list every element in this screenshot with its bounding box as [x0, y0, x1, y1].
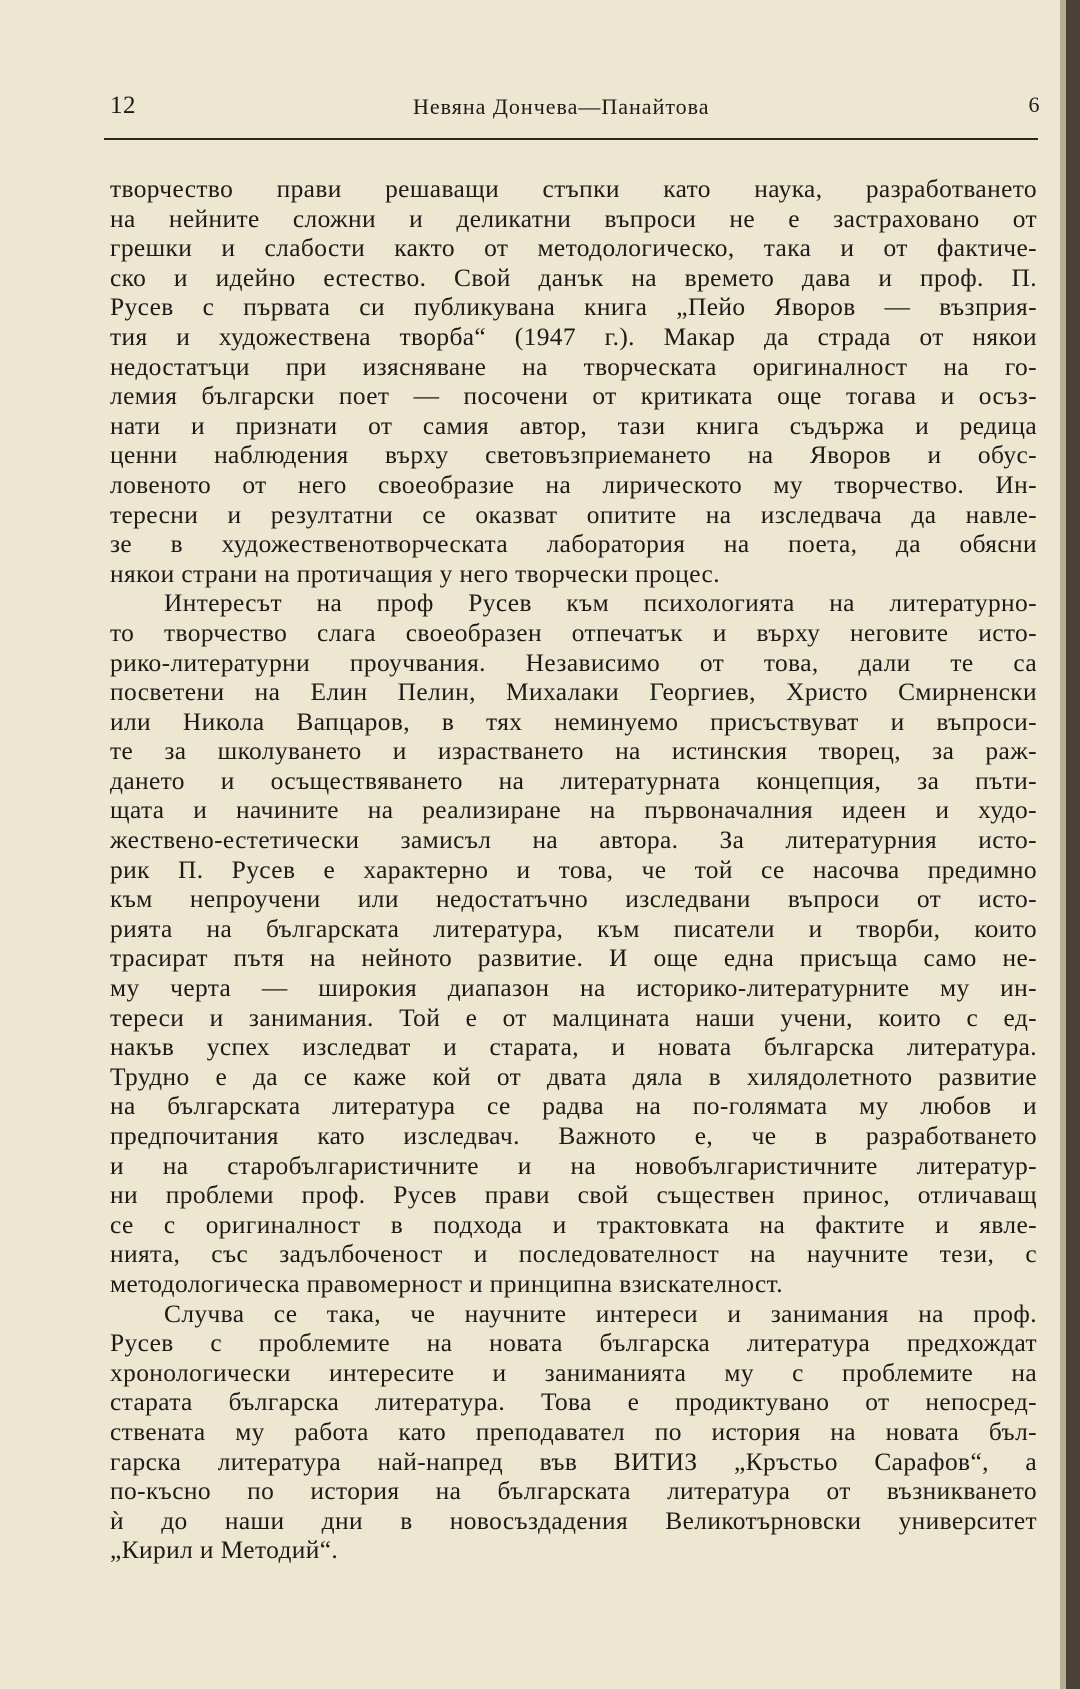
paragraph — [110, 589, 1037, 1299]
text-line: накъв успех изследват и старата, и новата българска литература. — [110, 1033, 1037, 1062]
text-line: по-късно по история на българската литература от възникването — [110, 1477, 1037, 1506]
text-line: ѝ до наши дни в новосъздадения Великотърновски университет — [110, 1506, 1037, 1535]
body-text — [110, 175, 1037, 1566]
paragraph — [110, 175, 1037, 589]
text-line: на нейните сложни и деликатни въпроси не е застраховано от — [110, 204, 1037, 233]
text-line: ствената му работа като преподавател по история на новата бъл- — [110, 1417, 1037, 1446]
text-line: ловеното от него своеобразие на лирическото му творчество. Ин- — [110, 470, 1037, 499]
text-line: и на старобългаристичните и на новобългаристичните литератур- — [110, 1151, 1037, 1180]
text-line: трасират пътя на нейното развитие. И още една присъща само не- — [110, 944, 1037, 973]
text-line: методологическа правомерност и принципна взискателност. — [110, 1269, 784, 1298]
text-line: тересни и резултатни се оказват опитите на изследвача да навле- — [110, 500, 1037, 529]
text-line: Случва се така, че научните интереси и занимания на проф. — [164, 1299, 1037, 1328]
text-line: Русев с проблемите на новата българска литература предхождат — [110, 1329, 1037, 1358]
text-line: недостатъци при изясняване на творческата оригиналност на го- — [110, 352, 1037, 381]
text-line: Русев с първата си публикувана книга „Пейо Яворов — възприя- — [110, 293, 1037, 322]
page-number: 12 — [110, 92, 136, 119]
text-line: рико-литературни проучвания. Независимо от това, дали те са — [110, 648, 1037, 677]
text-line: гарска литература най-напред във ВИТИЗ „Кръстьо Сарафов“, а — [110, 1447, 1037, 1476]
text-line: някои страни на протичащия у него творчески процес. — [110, 559, 720, 588]
text-line: хронологически интересите и заниманията му с проблемите на — [110, 1358, 1037, 1387]
text-line: нати и признати от самия автор, тази книга съдържа и редица — [110, 411, 1037, 440]
text-line: Интересът на проф Русев към психологията на литературно- — [164, 589, 1037, 618]
text-line: или Никола Вапцаров, в тях неминуемо присъствуват и въпроси- — [110, 707, 1037, 736]
text-line: щата и начините на реализиране на първоначалния идеен и худо- — [110, 796, 1037, 825]
text-line: ценни наблюдения върху световъзприемането на Яворов и обус- — [110, 441, 1037, 470]
signature-mark: 6 — [1028, 92, 1040, 117]
text-line: то творчество слага своеобразен отпечатък и върху неговите исто- — [110, 618, 1037, 647]
running-head — [110, 92, 1040, 128]
text-line: те за школуването и израстването на истинския творец, за раж- — [110, 737, 1037, 766]
text-line: предпочитания като изследвач. Важното е, че в разработването — [110, 1122, 1037, 1150]
text-line: му черта — широкия диапазон на историко-литературните му ин- — [110, 974, 1037, 1003]
text-line: лемия български поет — посочени от критиката още тогава и осъз- — [110, 382, 1037, 411]
page-edge — [1066, 0, 1080, 1689]
text-line: рик П. Русев е характерно и това, че той се насочва предимно — [110, 855, 1037, 884]
text-line: старата българска литература. Това е продиктувано от непосред- — [110, 1388, 1037, 1417]
text-line: грешки и слабости както от методологическо, така и от фактиче- — [110, 234, 1037, 263]
text-line: жествено-естетически замисъл на автора. За литературния исто- — [110, 826, 1037, 855]
text-line: „Кирил и Методий“. — [110, 1536, 339, 1565]
text-line: на българската литература се радва на по-голямата му любов и — [110, 1092, 1037, 1121]
text-line: към непроучени или недостатъчно изследвани въпроси от исто- — [110, 885, 1037, 914]
text-line: ни проблеми проф. Русев прави свой съществен принос, отличаващ — [110, 1181, 1037, 1210]
text-line: дането и осъществяването на литературната концепция, за пъти- — [110, 766, 1037, 795]
text-line: Трудно е да се каже кой от двата дяла в хилядолетното развитие — [110, 1062, 1037, 1091]
text-line: творчество прави решаващи стъпки като наука, разработването — [110, 175, 1037, 203]
running-title: Невяна Дончева—Панайтова — [413, 94, 710, 119]
text-line: рията на българската литература, към писатели и творби, които — [110, 914, 1037, 943]
text-line: нията, със задълбоченост и последователност на научните тези, с — [110, 1240, 1037, 1269]
text-line: ско и идейно естество. Свой данък на времето дава и проф. П. — [110, 263, 1037, 292]
text-line: тереси и занимания. Той е от малцината наши учени, които с ед- — [110, 1003, 1037, 1032]
text-line: посветени на Елин Пелин, Михалаки Георгиев, Христо Смирненски — [110, 678, 1037, 707]
paragraph — [110, 1300, 1037, 1566]
text-line: зе в художественотворческата лаборатория на поета, да обясни — [110, 530, 1037, 559]
header-rule — [104, 138, 1038, 140]
text-line: се с оригиналност в подхода и трактовката на фактите и явле- — [110, 1210, 1037, 1239]
text-line: тия и художествена творба“ (1947 г.). Макар да страда от някои — [110, 322, 1037, 351]
